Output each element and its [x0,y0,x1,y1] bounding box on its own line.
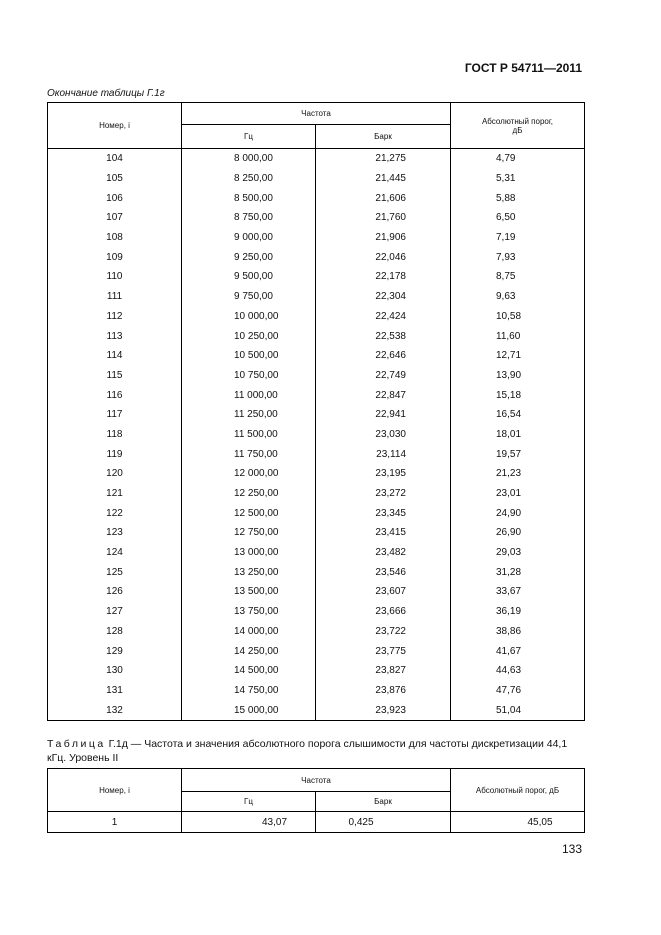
cell-hz: 12 500,00 [182,503,316,523]
cell-hz: 11 250,00 [182,405,316,425]
table-row [48,622,585,642]
cell-hz: 11 750,00 [182,444,316,464]
table-row [48,169,585,189]
cell-threshold: 6,50 [451,208,585,228]
cell-hz: 10 500,00 [182,346,316,366]
cell-threshold: 5,88 [451,188,585,208]
table-row [48,208,585,228]
table-row [48,661,585,681]
cell-bark: 0,425 [316,812,451,833]
cell-threshold: 33,67 [451,582,585,602]
cell-bark: 22,749 [316,366,451,386]
table-row [48,523,585,543]
column-header-threshold: Абсолютный порог, дБ [451,769,585,812]
frequency-table [47,102,585,721]
cell-bark: 23,030 [316,425,451,445]
cell-threshold: 18,01 [451,425,585,445]
cell-number: 120 [48,464,182,484]
cell-bark: 23,775 [316,641,451,661]
cell-threshold: 15,18 [451,385,585,405]
frequency-table-level-2 [47,768,585,833]
table-row [48,425,585,445]
table-row [48,326,585,346]
cell-number: 122 [48,503,182,523]
column-header-hz: Гц [182,792,316,812]
cell-threshold: 51,04 [451,700,585,720]
column-header-number: Номер, i [48,769,182,812]
cell-threshold: 11,60 [451,326,585,346]
cell-bark: 23,876 [316,681,451,701]
cell-number: 105 [48,169,182,189]
cell-bark: 21,906 [316,228,451,248]
cell-threshold: 44,63 [451,661,585,681]
cell-number: 118 [48,425,182,445]
table-row [48,562,585,582]
cell-number: 113 [48,326,182,346]
column-header-threshold: Абсолютный порог, дБ [451,103,585,149]
cell-bark: 23,607 [316,582,451,602]
cell-bark: 23,923 [316,700,451,720]
table-caption-label: Таблица [47,738,106,750]
table-row [48,287,585,307]
cell-threshold: 31,28 [451,562,585,582]
table-row [48,464,585,484]
cell-number: 107 [48,208,182,228]
cell-bark: 21,760 [316,208,451,228]
cell-bark: 21,606 [316,188,451,208]
cell-number: 108 [48,228,182,248]
cell-threshold: 19,57 [451,444,585,464]
cell-threshold: 13,90 [451,366,585,386]
cell-number: 119 [48,444,182,464]
cell-number: 111 [48,287,182,307]
cell-threshold: 21,23 [451,464,585,484]
cell-bark: 21,445 [316,169,451,189]
cell-hz: 11 000,00 [182,385,316,405]
cell-number: 106 [48,188,182,208]
cell-threshold: 8,75 [451,267,585,287]
cell-hz: 10 000,00 [182,307,316,327]
column-header-number: Номер, i [48,103,182,149]
cell-number: 126 [48,582,182,602]
cell-bark: 22,941 [316,405,451,425]
cell-hz: 13 000,00 [182,543,316,563]
cell-number: 131 [48,681,182,701]
cell-bark: 22,646 [316,346,451,366]
table-row [48,602,585,622]
cell-hz: 12 250,00 [182,484,316,504]
cell-threshold: 9,63 [451,287,585,307]
cell-hz: 13 250,00 [182,562,316,582]
cell-bark: 23,722 [316,622,451,642]
table-row [48,346,585,366]
table-caption [47,737,587,765]
cell-number: 114 [48,346,182,366]
cell-threshold: 16,54 [451,405,585,425]
cell-bark: 23,272 [316,484,451,504]
standard-id: ГОСТ Р 54711—2011 [464,61,582,75]
table-caption: Окончание таблицы Г.1г [47,88,165,99]
cell-hz: 10 750,00 [182,366,316,386]
cell-number: 116 [48,385,182,405]
column-header-frequency: Частота [182,769,451,792]
cell-hz: 8 750,00 [182,208,316,228]
cell-threshold: 36,19 [451,602,585,622]
cell-bark: 22,304 [316,287,451,307]
cell-threshold: 26,90 [451,523,585,543]
table-row [48,503,585,523]
table-row [48,543,585,563]
cell-number: 110 [48,267,182,287]
cell-hz: 9 750,00 [182,287,316,307]
cell-number: 123 [48,523,182,543]
table-caption-text: Г.1д — Частота и значения абсолютного порога слышимости для частоты дискретизации 44,1 кГц. Уровень II [47,738,568,764]
cell-hz: 13 750,00 [182,602,316,622]
cell-hz: 8 000,00 [182,149,316,169]
cell-number: 132 [48,700,182,720]
cell-bark: 23,195 [316,464,451,484]
cell-bark: 23,827 [316,661,451,681]
table-row [48,267,585,287]
cell-number: 127 [48,602,182,622]
table-row [48,681,585,701]
table-row [48,385,585,405]
cell-bark: 22,046 [316,247,451,267]
cell-hz: 14 500,00 [182,661,316,681]
cell-number: 125 [48,562,182,582]
table-row [48,149,585,169]
page-number: 133 [561,842,582,856]
cell-threshold: 10,58 [451,307,585,327]
column-header-bark: Барк [316,125,451,149]
cell-number: 130 [48,661,182,681]
cell-number: 117 [48,405,182,425]
cell-bark: 22,178 [316,267,451,287]
table-row [48,307,585,327]
cell-number: 129 [48,641,182,661]
cell-number: 124 [48,543,182,563]
column-header-hz: Гц [182,125,316,149]
cell-threshold: 45,05 [451,812,585,833]
table-row [48,228,585,248]
column-header-frequency: Частота [182,103,451,125]
cell-hz: 14 000,00 [182,622,316,642]
cell-bark: 22,424 [316,307,451,327]
cell-number: 128 [48,622,182,642]
cell-threshold: 7,19 [451,228,585,248]
cell-hz: 9 250,00 [182,247,316,267]
cell-bark: 23,546 [316,562,451,582]
cell-hz: 12 750,00 [182,523,316,543]
cell-bark: 22,538 [316,326,451,346]
table-row [48,582,585,602]
cell-threshold: 24,90 [451,503,585,523]
cell-bark: 23,345 [316,503,451,523]
cell-bark: 23,415 [316,523,451,543]
table-row [48,247,585,267]
table-row [48,444,585,464]
cell-threshold: 7,93 [451,247,585,267]
cell-threshold: 38,86 [451,622,585,642]
cell-hz: 10 250,00 [182,326,316,346]
cell-threshold: 47,76 [451,681,585,701]
cell-threshold: 29,03 [451,543,585,563]
column-header-bark: Барк [316,792,451,812]
cell-threshold: 5,31 [451,169,585,189]
cell-number: 1 [48,812,182,833]
cell-number: 121 [48,484,182,504]
cell-hz: 8 500,00 [182,188,316,208]
table-row [48,188,585,208]
cell-hz: 15 000,00 [182,700,316,720]
cell-threshold: 12,71 [451,346,585,366]
cell-hz: 43,07 [182,812,316,833]
table-row [48,366,585,386]
cell-threshold: 23,01 [451,484,585,504]
table-row [48,700,585,720]
cell-hz: 12 000,00 [182,464,316,484]
cell-number: 109 [48,247,182,267]
table-row [48,812,585,833]
table-row [48,484,585,504]
cell-number: 104 [48,149,182,169]
cell-hz: 9 000,00 [182,228,316,248]
cell-bark: 23,114 [316,444,451,464]
cell-hz: 13 500,00 [182,582,316,602]
cell-bark: 23,482 [316,543,451,563]
table-row [48,405,585,425]
cell-hz: 14 250,00 [182,641,316,661]
cell-hz: 14 750,00 [182,681,316,701]
cell-hz: 8 250,00 [182,169,316,189]
cell-bark: 21,275 [316,149,451,169]
cell-number: 115 [48,366,182,386]
table-row [48,641,585,661]
cell-hz: 11 500,00 [182,425,316,445]
cell-number: 112 [48,307,182,327]
cell-threshold: 4,79 [451,149,585,169]
cell-hz: 9 500,00 [182,267,316,287]
cell-threshold: 41,67 [451,641,585,661]
cell-bark: 22,847 [316,385,451,405]
cell-bark: 23,666 [316,602,451,622]
